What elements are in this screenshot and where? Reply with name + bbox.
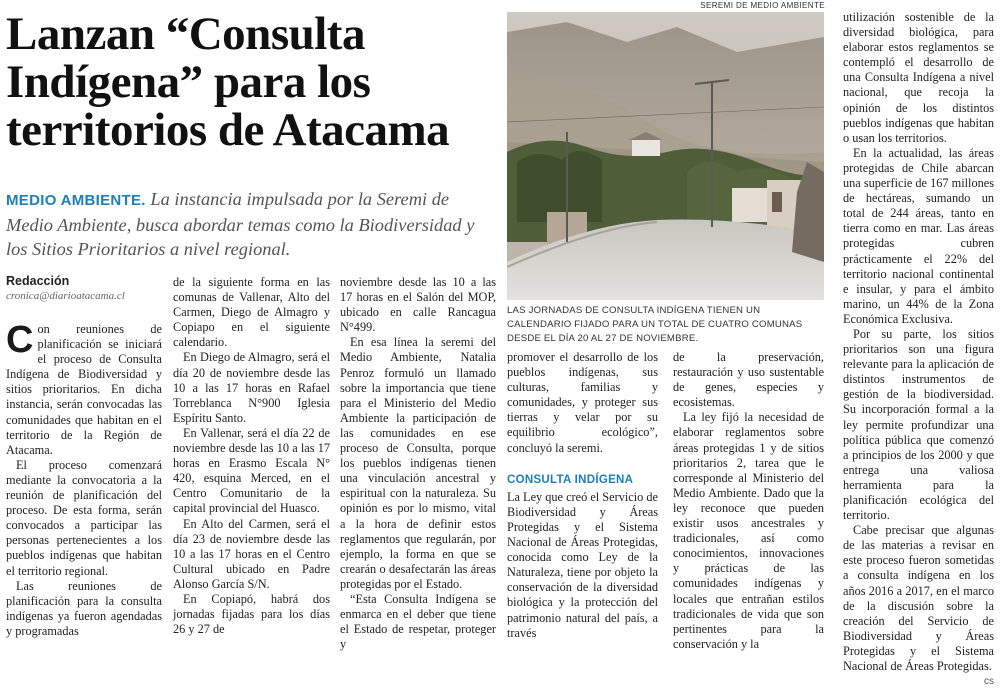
paragraph: de la siguiente forma en las comunas de Vallenar, Alto del Carmen, Diego de Almagro y Copiapo en el siguiente calendario. (173, 275, 330, 350)
paragraph: Cabe precisar que algunas de las materias a revisar en este proceso fueron sometidas a consulta indígena en los años 2016 a 2017, en el marco de la discusión sobre la creación del Servicio de Biodiversidad y Áreas Protegidas y el Sistema Nacional de Áreas Protegidas. cs (843, 523, 994, 674)
subheading: CONSULTA INDÍGENA (507, 473, 634, 486)
paragraph: En Alto del Carmen, será el día 23 de noviembre desde las 10 a las 17 horas en el Centro Cultural ubicado en Padre Alonso García S/N. (173, 516, 330, 591)
village-road-photo (507, 12, 824, 300)
byline (6, 274, 166, 302)
article-photo (507, 12, 824, 300)
body-column-5 (673, 350, 824, 652)
headline: Lanzan “Consulta Indígena” para los territorios de Atacama (6, 8, 450, 156)
author-name: Redacción (6, 274, 70, 288)
paragraph: La ley fijó la necesidad de elaborar reglamentos sobre áreas protegidas 1 y de sitios prioritarios 2, tarea que le corresponde al Ministerio del Medio Ambiente. Dado que la ley reconoce que pueden existir usos ancestrales y tradicionales, así como conocimientos, innovaciones y prácticas de las comunidades indígenas y locales que entrañan estilos tradicionales de vida que son pertinentes para la conservación y la (673, 410, 824, 651)
paragraph: Con reuniones de planificación se iniciará el proceso de Consulta Indígena de Biodiversidad y sitios prioritarios. En dicha instancia, serán convocadas las comunidades que habitan en el territorio de la Región de Atacama. (6, 319, 162, 457)
paragraph: En Diego de Almagro, será el día 20 de noviembre desde las 10 a las 17 horas en Rafael Torreblanca N°900 Iglesia Espíritu Santo. (173, 350, 330, 425)
paragraph: “Esta Consulta Indígena se enmarca en el deber que tiene el Estado de respetar, proteger y (340, 591, 496, 652)
paragraph: noviembre desde las 10 a las 17 horas en el Salón del MOP, ubicado en calle Rancagua N°499. (340, 275, 496, 335)
drop-cap: C (6, 319, 34, 361)
lead-text: La instancia impulsada por la Seremi de Medio Ambiente, busca abordar temas como la Biodiversidad y los Sitios Prioritarios a nivel regional. (6, 189, 475, 259)
paragraph: En esa línea la seremi del Medio Ambiente, Natalia Penroz formuló un llamado sobre la importancia que tiene para el Ministerio del Medio Ambiente la participación de las comunidades en ese proceso de Consulta, porque los pueblos indígenas tienen una vinculación ancestral y espiritual con la naturaleza. Su opinión es por lo mismo, vital a la hora de definir estos reglamentos que regularán, por ejemplo, la forma en que se crearán o desafectarán las áreas protegidas por el Estado. (340, 335, 496, 591)
body-column-3 (340, 275, 496, 652)
photo-caption: LAS JORNADAS DE CONSULTA INDÍGENA TIENEN UN CALENDARIO FIJADO PARA UN TOTAL DE CUATRO COMUNAS DESDE EL DÍA 20 AL 27 DE NOVIEMBRE. (507, 305, 803, 344)
lead-paragraph (6, 187, 494, 261)
paragraph: La Ley que creó el Servicio de Biodiversidad y Áreas Protegidas y el Sistema Nacional de Áreas Protegidas, conocida como Ley de la Naturaleza, tiene por objeto la conservación de la diversidad biológica y la protección del patrimonio natural del país, a través (507, 489, 658, 640)
paragraph: En Copiapó, habrá dos jornadas fijadas para los días 26 y 27 de (173, 591, 330, 637)
end-mark-icon: cs (984, 676, 994, 688)
paragraph: utilización sostenible de la diversidad biológica, para elaborar estos reglamentos se contempló el desarrollo de una Consulta Indígena a nivel nacional, que recoja la opinión de los distintos pueblos indígenas que habitan o usan los territorios. (843, 10, 994, 145)
paragraph: Por su parte, los sitios prioritarios son una figura relevante para la aplicación de distintos instrumentos de gestión de la biodiversidad. Su incorporación formal a la ley permite profundizar una política pública que comenzó a principios de los 2000 y que entrega una valiosa herramienta para la planificación ecológica del territorio. (843, 326, 994, 523)
section-kicker: MEDIO AMBIENTE. (6, 192, 146, 209)
paragraph: En Vallenar, será el día 22 de noviembre desde las 10 a las 17 horas en Erasmo Escala N° 420, esquina Merced, en el Centro Comunitario de la capital provincial del Huasco. (173, 425, 330, 516)
paragraph: promover el desarrollo de los pueblos indígenas, sus culturas, familias y comunidades, y proteger sus tierras y velar por su equilibrio ecológico”, concluyó la seremi. (507, 350, 658, 455)
paragraph: En la actualidad, las áreas protegidas de Chile abarcan una superficie de 167 millones de hectáreas, sumando un total de 244 áreas, tanto en tierra como en mar. Las áreas protegidas cubren prácticamente el 22% del territorio nacional continental e insular, y para el ámbito marino, un 44% de la Zona Económica Exclusiva. (843, 145, 994, 326)
body-column-1 (6, 319, 162, 639)
body-column-2 (173, 275, 330, 637)
body-column-4 (507, 350, 658, 641)
paragraph: Las reuniones de planificación para la consulta indígenas ya fueron agendadas y programadas (6, 578, 162, 638)
paragraph: El proceso comenzará mediante la convocatoria a la reunión de planificación del proceso. De esta forma, serán convocados a participar las personas pertenecientes a los pueblos indígenas que habitan el territorio regional. (6, 457, 162, 578)
author-email: cronica@diarioatacama.cl (6, 290, 125, 302)
paragraph: de la preservación, restauración y uso sustentable de genes, especies y ecosistemas. (673, 350, 824, 410)
body-column-6 (843, 10, 994, 689)
photo-credit: SEREMI DE MEDIO AMBIENTE (700, 1, 825, 10)
